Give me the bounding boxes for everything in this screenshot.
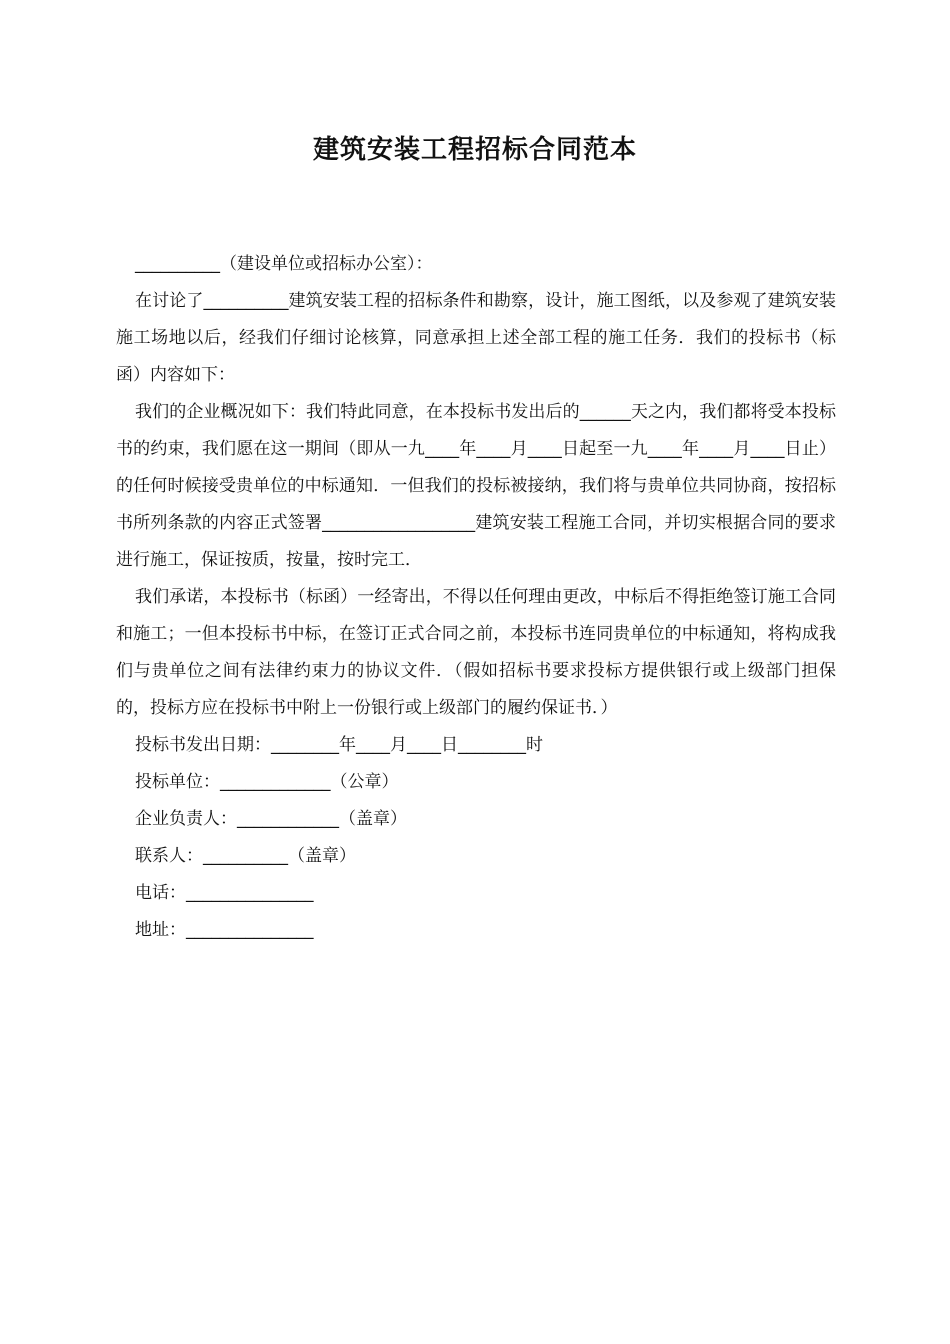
document-body <box>116 246 836 949</box>
signature-line-address: 地址：_______________ <box>135 920 314 940</box>
paragraph-intro: 在讨论了__________建筑安装工程的招标条件和勘察，设计，施工图纸，以及参观了建筑安装施工场地以后，经我们仔细讨论核算，同意承担上述全部工程的施工任务．我们的投标书（标函）内容如下： <box>116 291 836 385</box>
paragraph-commitment: 我们承诺，本投标书（标函）一经寄出，不得以任何理由更改，中标后不得拒绝签订施工合同和施工；一但本投标书中标，在签订正式合同之前，本投标书连同贵单位的中标通知，将构成我们与贵单位之间有法律约束力的协议文件．（假如招标书要求投标方提供银行或上级部门担保的，投标方应在投标书中附上一份银行或上级部门的履约保证书．） <box>116 587 836 718</box>
paragraph-addressee: __________（建设单位或招标办公室）： <box>135 254 433 274</box>
signature-line-issue-date: 投标书发出日期：________年____月____日________时 <box>135 735 543 755</box>
document-title: 建筑安装工程招标合同范本 <box>312 135 637 165</box>
signature-line-phone: 电话：_______________ <box>135 883 314 903</box>
paragraph-company-overview: 我们的企业概况如下：我们特此同意，在本投标书发出后的______天之内，我们都将受本投标书的约束，我们愿在这一期间（即从一九____年____月____日起至一九____年____月____日止）的任何时候接受贵单位的中标通知．一但我们的投标被接纳，我们将与贵单位共同协商，按招标书所列条款的内容正式签署__________________建筑安装工程施工合同，并切实根据合同的要求进行施工，保证按质，按量，按时完工． <box>116 402 836 570</box>
signature-line-contact: 联系人：__________（盖章） <box>135 846 356 866</box>
signature-line-bidder: 投标单位：_____________（公章） <box>135 772 399 792</box>
signature-line-manager: 企业负责人：____________（盖章） <box>135 809 407 829</box>
